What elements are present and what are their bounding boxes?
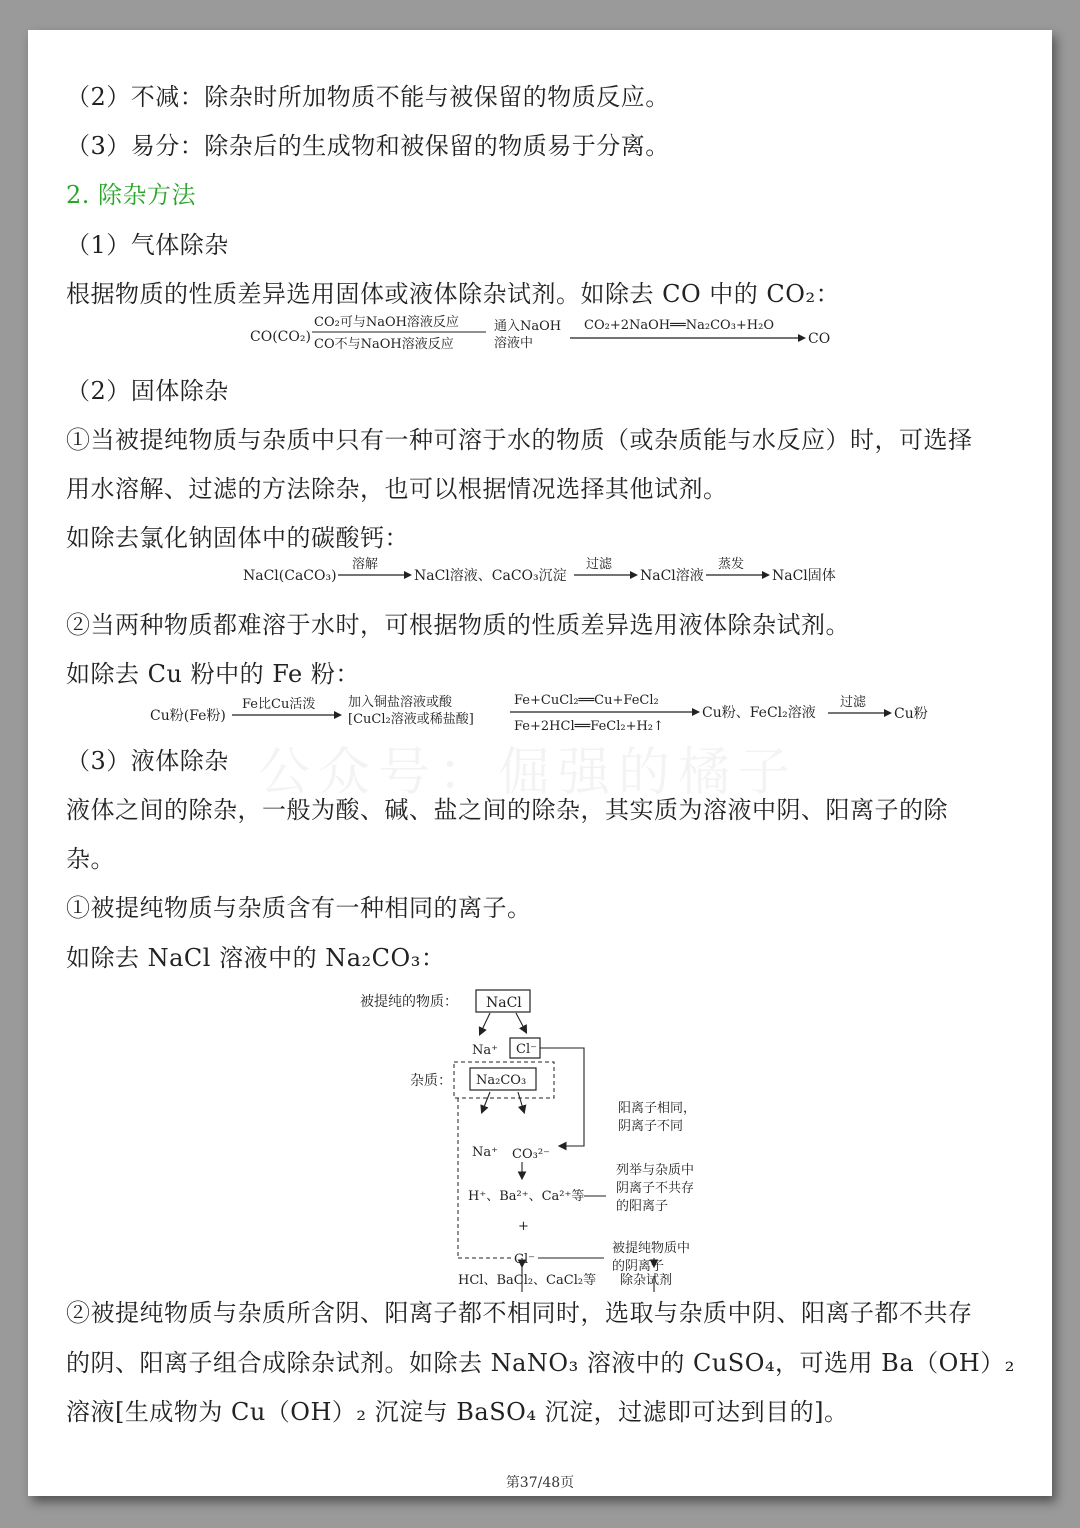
- text-line: ②被提纯物质与杂质所含阴、阳离子都不相同时，选取与杂质中阴、阳离子都不共存: [66, 1299, 973, 1327]
- eq3-arrow1-label: Fe比Cu活泼: [242, 697, 316, 712]
- note-anion2: 的阴离子: [612, 1259, 665, 1274]
- eq1-mid2: 溶液中: [494, 336, 534, 351]
- eq3-end: Cu粉: [894, 706, 928, 722]
- eq1-arrow-label: CO₂+2NaOH══Na₂CO₃+H₂O: [584, 318, 775, 333]
- eq3-mid1: 加入铜盐溶液或酸: [348, 695, 453, 710]
- page-number: 第37/48页: [505, 1475, 575, 1491]
- text-line: 根据物质的性质差异选用固体或液体除杂试剂。如除去 CO 中的 CO₂：: [66, 280, 841, 308]
- eq2-product2: NaCl溶液: [640, 568, 704, 584]
- note-reagent: 除杂试剂: [620, 1273, 673, 1288]
- text-line: ①被提纯物质与杂质含有一种相同的离子。: [66, 894, 532, 922]
- note-diff-anion: 阴离子不同: [618, 1119, 684, 1134]
- eq2-end: NaCl固体: [772, 568, 836, 584]
- equation-solid-removal: [28, 552, 1052, 592]
- eq2-product1: NaCl溶液、CaCO₃沉淀: [414, 568, 567, 584]
- note-list1: 列举与杂质中: [616, 1163, 695, 1178]
- text-line: 如除去 NaCl 溶液中的 Na₂CO₃：: [66, 944, 446, 972]
- eq2-arrow3-label: 蒸发: [718, 557, 745, 572]
- equation-gas-removal: [28, 308, 1052, 360]
- subheading: （1）气体除杂: [66, 231, 229, 259]
- note-list3: 的阳离子: [616, 1199, 669, 1214]
- text-line: 溶液[生成物为 Cu（OH）₂ 沉淀与 BaSO₄ 沉淀，过滤即可达到目的]。: [66, 1398, 849, 1426]
- box-na2co3: Na₂CO₃: [476, 1073, 527, 1088]
- note-anion1: 被提纯物质中: [612, 1241, 691, 1256]
- text-line: 如除去 Cu 粉中的 Fe 粉：: [66, 660, 360, 688]
- section-heading: 2. 除杂方法: [66, 181, 197, 209]
- ion-diagram-bottom: [28, 1258, 1052, 1294]
- note-same-cation: 阳离子相同，: [618, 1101, 697, 1116]
- text-line: 如除去氯化钠固体中的碳酸钙：: [66, 524, 409, 552]
- eq3-product1: Cu粉、FeCl₂溶液: [702, 705, 816, 721]
- text-line: （2）不减：除杂时所加物质不能与被保留的物质反应。: [66, 83, 670, 111]
- eq3-mid2: [CuCl₂溶液或稀盐酸]: [348, 712, 474, 727]
- text-line: 液体之间的除杂，一般为酸、碱、盐之间的除杂，其实质为溶液中阴、阳离子的除: [66, 796, 948, 824]
- text-line: 用水溶解、过滤的方法除杂，也可以根据情况选择其他试剂。: [66, 475, 728, 503]
- box-nacl: NaCl: [486, 995, 522, 1011]
- ion-co3: CO₃²⁻: [512, 1147, 550, 1162]
- ion-cations-list: H⁺、Ba²⁺、Ca²⁺等: [468, 1189, 585, 1204]
- text-line: 的阴、阳离子组合成除杂试剂。如除去 NaNO₃ 溶液中的 CuSO₄，可选用 Ba（OH）₂: [66, 1349, 1015, 1377]
- equation-liquid-reagent: [28, 686, 1052, 742]
- eq3-arrow2-label: 过滤: [840, 695, 867, 710]
- document-page: [28, 30, 1052, 1496]
- text-line: （3）易分：除杂后的生成物和被保留的物质易于分离。: [66, 132, 670, 160]
- eq1-mid1: 通入NaOH: [494, 319, 562, 334]
- eq1-top: CO₂可与NaOH溶液反应: [314, 315, 459, 330]
- note-list2: 阴离子不共存: [616, 1181, 695, 1196]
- subheading: （2）固体除杂: [66, 377, 229, 405]
- eq1-start: CO(CO₂): [250, 329, 311, 345]
- text-line: ①当被提纯物质与杂质中只有一种可溶于水的物质（或杂质能与水反应）时，可选择: [66, 426, 973, 454]
- label-pure-substance: 被提纯的物质：: [360, 994, 458, 1010]
- plus-sign: +: [518, 1219, 529, 1234]
- ion-diagram: [28, 982, 1052, 1292]
- ion-na-impurity: Na⁺: [472, 1145, 498, 1160]
- ion-na-pure: Na⁺: [472, 1043, 498, 1058]
- label-impurity: 杂质：: [410, 1073, 452, 1089]
- eq2-arrow1-label: 溶解: [352, 557, 379, 572]
- text-line: ②当两种物质都难溶于水时，可根据物质的性质差异选用液体除杂试剂。: [66, 611, 850, 639]
- eq3-reaction1: Fe+CuCl₂══Cu+FeCl₂: [514, 693, 659, 708]
- ion-cl-pure: Cl⁻: [516, 1042, 537, 1057]
- eq3-start: Cu粉(Fe粉): [150, 708, 226, 724]
- eq1-end: CO: [808, 331, 831, 347]
- reagents-list: HCl、BaCl₂、CaCl₂等: [458, 1273, 597, 1288]
- text-line: 杂。: [66, 845, 115, 873]
- eq1-bottom: CO不与NaOH溶液反应: [314, 337, 454, 352]
- eq2-arrow2-label: 过滤: [586, 557, 613, 572]
- subheading: （3）液体除杂: [66, 747, 229, 775]
- eq2-start: NaCl(CaCO₃): [243, 568, 337, 584]
- eq3-reaction2: Fe+2HCl══FeCl₂+H₂↑: [514, 719, 664, 734]
- ion-cl-anion: Cl⁻: [514, 1252, 535, 1267]
